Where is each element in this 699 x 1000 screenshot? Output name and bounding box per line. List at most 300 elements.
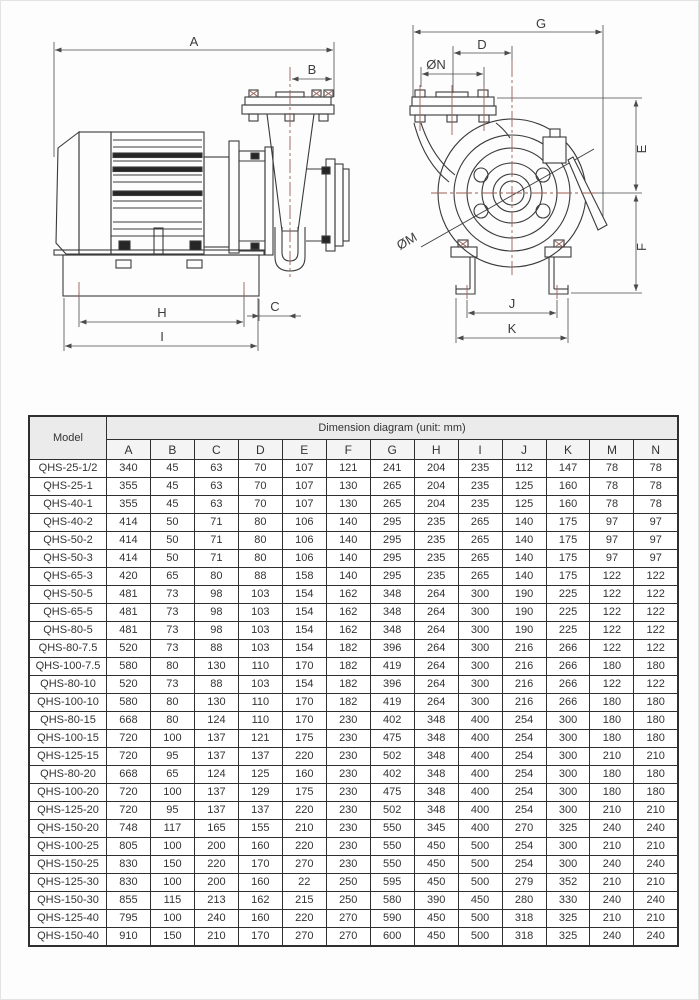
- value-cell: 45: [150, 496, 194, 514]
- value-cell: 170: [282, 658, 326, 676]
- value-cell: 270: [282, 928, 326, 947]
- model-cell: QHS-80-10: [29, 676, 107, 694]
- value-cell: 264: [414, 694, 458, 712]
- value-cell: 348: [414, 784, 458, 802]
- value-cell: 162: [326, 604, 370, 622]
- value-cell: 107: [282, 478, 326, 496]
- value-cell: 180: [590, 784, 634, 802]
- value-cell: 204: [414, 478, 458, 496]
- value-cell: 190: [502, 622, 546, 640]
- value-cell: 137: [194, 802, 238, 820]
- table-row: [29, 640, 678, 658]
- value-cell: 450: [414, 838, 458, 856]
- model-cell: QHS-150-40: [29, 928, 107, 947]
- value-cell: 345: [414, 820, 458, 838]
- value-cell: 855: [107, 892, 151, 910]
- value-cell: 250: [326, 874, 370, 892]
- value-cell: 390: [414, 892, 458, 910]
- table-row: [29, 694, 678, 712]
- value-cell: 175: [546, 532, 590, 550]
- value-cell: 190: [502, 604, 546, 622]
- value-cell: 122: [590, 622, 634, 640]
- value-cell: 419: [370, 658, 414, 676]
- value-cell: 73: [150, 586, 194, 604]
- table-row: [29, 496, 678, 514]
- value-cell: 98: [194, 604, 238, 622]
- value-cell: 63: [194, 460, 238, 478]
- value-cell: 396: [370, 640, 414, 658]
- value-cell: 100: [150, 730, 194, 748]
- value-cell: 220: [282, 802, 326, 820]
- model-cell: QHS-125-40: [29, 910, 107, 928]
- value-cell: 235: [414, 568, 458, 586]
- value-cell: 265: [458, 568, 502, 586]
- value-cell: 140: [502, 514, 546, 532]
- pump-side-view-drawing: [26, 9, 361, 361]
- value-cell: 300: [546, 748, 590, 766]
- value-cell: 300: [546, 712, 590, 730]
- value-cell: 264: [414, 604, 458, 622]
- value-cell: 475: [370, 730, 414, 748]
- value-cell: 98: [194, 586, 238, 604]
- value-cell: 180: [590, 712, 634, 730]
- value-cell: 300: [546, 802, 590, 820]
- model-cell: QHS-100-25: [29, 838, 107, 856]
- value-cell: 130: [194, 694, 238, 712]
- value-cell: 210: [590, 748, 634, 766]
- value-cell: 129: [238, 784, 282, 802]
- value-cell: 80: [238, 514, 282, 532]
- value-cell: 97: [634, 550, 678, 568]
- value-cell: 340: [107, 460, 151, 478]
- value-cell: 100: [150, 874, 194, 892]
- value-cell: 230: [326, 802, 370, 820]
- value-cell: 355: [107, 496, 151, 514]
- pump-front-view-drawing: [391, 9, 691, 361]
- value-cell: 140: [326, 568, 370, 586]
- value-cell: 910: [107, 928, 151, 947]
- value-cell: 400: [458, 712, 502, 730]
- table-row: [29, 478, 678, 496]
- value-cell: 720: [107, 748, 151, 766]
- value-cell: 70: [238, 478, 282, 496]
- model-cell: QHS-100-10: [29, 694, 107, 712]
- table-row: [29, 730, 678, 748]
- value-cell: 550: [370, 856, 414, 874]
- value-cell: 103: [238, 586, 282, 604]
- value-cell: 158: [282, 568, 326, 586]
- value-cell: 110: [238, 694, 282, 712]
- model-cell: QHS-125-15: [29, 748, 107, 766]
- value-cell: 122: [634, 586, 678, 604]
- value-cell: 502: [370, 748, 414, 766]
- value-cell: 107: [282, 496, 326, 514]
- value-cell: 182: [326, 694, 370, 712]
- table-row: [29, 874, 678, 892]
- table-row: [29, 532, 678, 550]
- value-cell: 264: [414, 622, 458, 640]
- value-cell: 295: [370, 568, 414, 586]
- value-cell: 110: [238, 712, 282, 730]
- value-cell: 180: [590, 694, 634, 712]
- value-cell: 500: [458, 928, 502, 947]
- value-cell: 95: [150, 802, 194, 820]
- value-cell: 230: [326, 784, 370, 802]
- model-cell: QHS-100-7.5: [29, 658, 107, 676]
- value-cell: 396: [370, 676, 414, 694]
- model-cell: QHS-50-5: [29, 586, 107, 604]
- column-header-A: A: [107, 440, 151, 460]
- value-cell: 414: [107, 550, 151, 568]
- value-cell: 230: [326, 838, 370, 856]
- value-cell: 160: [238, 874, 282, 892]
- value-cell: 124: [194, 766, 238, 784]
- value-cell: 400: [458, 820, 502, 838]
- value-cell: 720: [107, 784, 151, 802]
- value-cell: 175: [546, 550, 590, 568]
- dim-label-H: H: [157, 305, 167, 320]
- value-cell: 63: [194, 496, 238, 514]
- value-cell: 266: [546, 694, 590, 712]
- value-cell: 600: [370, 928, 414, 947]
- value-cell: 402: [370, 712, 414, 730]
- value-cell: 50: [150, 550, 194, 568]
- value-cell: 88: [194, 676, 238, 694]
- value-cell: 748: [107, 820, 151, 838]
- value-cell: 160: [546, 478, 590, 496]
- value-cell: 154: [282, 676, 326, 694]
- value-cell: 450: [414, 928, 458, 947]
- table-row: [29, 676, 678, 694]
- value-cell: 266: [546, 640, 590, 658]
- value-cell: 225: [546, 622, 590, 640]
- value-cell: 210: [194, 928, 238, 947]
- dim-label-G: G: [535, 16, 547, 31]
- value-cell: 107: [282, 460, 326, 478]
- value-cell: 204: [414, 496, 458, 514]
- column-header-K: K: [546, 440, 590, 460]
- value-cell: 106: [282, 532, 326, 550]
- value-cell: 97: [590, 550, 634, 568]
- value-cell: 266: [546, 676, 590, 694]
- value-cell: 112: [502, 460, 546, 478]
- value-cell: 225: [546, 586, 590, 604]
- value-cell: 73: [150, 604, 194, 622]
- value-cell: 264: [414, 586, 458, 604]
- value-cell: 235: [414, 532, 458, 550]
- table-row: [29, 514, 678, 532]
- value-cell: 100: [150, 838, 194, 856]
- value-cell: 88: [194, 640, 238, 658]
- value-cell: 240: [590, 928, 634, 947]
- value-cell: 590: [370, 910, 414, 928]
- value-cell: 220: [194, 856, 238, 874]
- value-cell: 71: [194, 532, 238, 550]
- value-cell: 300: [458, 586, 502, 604]
- table-title: Dimension diagram (unit: mm): [107, 416, 679, 440]
- value-cell: 45: [150, 478, 194, 496]
- value-cell: 265: [370, 496, 414, 514]
- value-cell: 402: [370, 766, 414, 784]
- value-cell: 400: [458, 730, 502, 748]
- value-cell: 180: [590, 766, 634, 784]
- table-row: [29, 838, 678, 856]
- value-cell: 720: [107, 730, 151, 748]
- value-cell: 230: [326, 766, 370, 784]
- column-header-B: B: [150, 440, 194, 460]
- value-cell: 175: [282, 784, 326, 802]
- value-cell: 300: [458, 676, 502, 694]
- value-cell: 182: [326, 640, 370, 658]
- value-cell: 80: [238, 532, 282, 550]
- value-cell: 250: [326, 892, 370, 910]
- value-cell: 122: [590, 586, 634, 604]
- value-cell: 348: [370, 622, 414, 640]
- value-cell: 100: [150, 910, 194, 928]
- value-cell: 325: [546, 910, 590, 928]
- value-cell: 230: [326, 712, 370, 730]
- value-cell: 348: [414, 712, 458, 730]
- value-cell: 520: [107, 676, 151, 694]
- value-cell: 103: [238, 640, 282, 658]
- value-cell: 400: [458, 766, 502, 784]
- value-cell: 180: [634, 730, 678, 748]
- value-cell: 264: [414, 676, 458, 694]
- value-cell: 210: [590, 910, 634, 928]
- value-cell: 125: [502, 496, 546, 514]
- value-cell: 154: [282, 586, 326, 604]
- value-cell: 65: [150, 766, 194, 784]
- value-cell: 295: [370, 532, 414, 550]
- table-row: [29, 820, 678, 838]
- value-cell: 400: [458, 748, 502, 766]
- value-cell: 200: [194, 838, 238, 856]
- value-cell: 240: [634, 820, 678, 838]
- value-cell: 230: [326, 748, 370, 766]
- value-cell: 78: [634, 478, 678, 496]
- value-cell: 121: [326, 460, 370, 478]
- value-cell: 318: [502, 928, 546, 947]
- value-cell: 162: [326, 586, 370, 604]
- value-cell: 190: [502, 586, 546, 604]
- table-row: [29, 766, 678, 784]
- column-header-F: F: [326, 440, 370, 460]
- dim-label-M: ØM: [393, 229, 420, 253]
- value-cell: 210: [590, 838, 634, 856]
- model-cell: QHS-125-20: [29, 802, 107, 820]
- value-cell: 330: [546, 892, 590, 910]
- value-cell: 162: [326, 622, 370, 640]
- value-cell: 230: [326, 856, 370, 874]
- value-cell: 325: [546, 928, 590, 947]
- value-cell: 50: [150, 532, 194, 550]
- value-cell: 180: [634, 694, 678, 712]
- table-row: [29, 784, 678, 802]
- value-cell: 400: [458, 784, 502, 802]
- value-cell: 175: [546, 514, 590, 532]
- value-cell: 22: [282, 874, 326, 892]
- model-cell: QHS-40-1: [29, 496, 107, 514]
- column-header-N: N: [634, 440, 678, 460]
- value-cell: 71: [194, 514, 238, 532]
- value-cell: 668: [107, 766, 151, 784]
- column-header-I: I: [458, 440, 502, 460]
- value-cell: 265: [458, 532, 502, 550]
- value-cell: 325: [546, 820, 590, 838]
- value-cell: 240: [634, 928, 678, 947]
- value-cell: 254: [502, 730, 546, 748]
- value-cell: 216: [502, 676, 546, 694]
- value-cell: 140: [502, 550, 546, 568]
- value-cell: 210: [634, 748, 678, 766]
- value-cell: 122: [590, 640, 634, 658]
- value-cell: 73: [150, 640, 194, 658]
- value-cell: 180: [590, 730, 634, 748]
- value-cell: 481: [107, 622, 151, 640]
- value-cell: 720: [107, 802, 151, 820]
- value-cell: 348: [370, 586, 414, 604]
- value-cell: 175: [546, 568, 590, 586]
- value-cell: 254: [502, 838, 546, 856]
- table-row: [29, 892, 678, 910]
- value-cell: 230: [326, 730, 370, 748]
- value-cell: 100: [150, 784, 194, 802]
- value-cell: 300: [458, 658, 502, 676]
- value-cell: 502: [370, 802, 414, 820]
- table-row: [29, 712, 678, 730]
- value-cell: 830: [107, 874, 151, 892]
- value-cell: 830: [107, 856, 151, 874]
- value-cell: 50: [150, 514, 194, 532]
- value-cell: 80: [150, 658, 194, 676]
- value-cell: 216: [502, 658, 546, 676]
- value-cell: 348: [414, 730, 458, 748]
- value-cell: 97: [590, 514, 634, 532]
- value-cell: 122: [634, 640, 678, 658]
- value-cell: 122: [634, 622, 678, 640]
- value-cell: 170: [238, 928, 282, 947]
- value-cell: 481: [107, 604, 151, 622]
- table-row: [29, 586, 678, 604]
- value-cell: 580: [107, 694, 151, 712]
- value-cell: 400: [458, 802, 502, 820]
- value-cell: 450: [414, 910, 458, 928]
- value-cell: 125: [502, 478, 546, 496]
- model-cell: QHS-100-15: [29, 730, 107, 748]
- value-cell: 300: [458, 640, 502, 658]
- value-cell: 300: [546, 784, 590, 802]
- value-cell: 122: [590, 568, 634, 586]
- value-cell: 210: [590, 874, 634, 892]
- value-cell: 230: [326, 820, 370, 838]
- value-cell: 110: [238, 658, 282, 676]
- value-cell: 300: [458, 604, 502, 622]
- value-cell: 254: [502, 784, 546, 802]
- value-cell: 160: [238, 910, 282, 928]
- value-cell: 220: [282, 910, 326, 928]
- dim-label-K: K: [507, 321, 517, 336]
- value-cell: 162: [238, 892, 282, 910]
- column-header-row: [29, 440, 678, 460]
- model-cell: QHS-65-5: [29, 604, 107, 622]
- value-cell: 78: [590, 478, 634, 496]
- dim-label-A: A: [189, 34, 199, 49]
- column-header-D: D: [238, 440, 282, 460]
- value-cell: 80: [150, 694, 194, 712]
- dimension-table: [28, 415, 679, 947]
- value-cell: 295: [370, 514, 414, 532]
- value-cell: 160: [282, 766, 326, 784]
- value-cell: 180: [634, 784, 678, 802]
- value-cell: 78: [634, 460, 678, 478]
- value-cell: 210: [282, 820, 326, 838]
- value-cell: 550: [370, 838, 414, 856]
- value-cell: 348: [414, 748, 458, 766]
- value-cell: 225: [546, 604, 590, 622]
- model-cell: QHS-50-2: [29, 532, 107, 550]
- value-cell: 348: [370, 604, 414, 622]
- value-cell: 182: [326, 676, 370, 694]
- model-cell: QHS-80-5: [29, 622, 107, 640]
- value-cell: 45: [150, 460, 194, 478]
- value-cell: 240: [634, 856, 678, 874]
- value-cell: 348: [414, 766, 458, 784]
- value-cell: 216: [502, 640, 546, 658]
- value-cell: 71: [194, 550, 238, 568]
- value-cell: 180: [590, 658, 634, 676]
- value-cell: 210: [634, 802, 678, 820]
- dim-label-D: D: [477, 37, 487, 52]
- value-cell: 270: [326, 910, 370, 928]
- value-cell: 270: [282, 856, 326, 874]
- value-cell: 117: [150, 820, 194, 838]
- value-cell: 300: [546, 838, 590, 856]
- dim-label-B: B: [307, 62, 317, 77]
- model-cell: QHS-65-3: [29, 568, 107, 586]
- value-cell: 63: [194, 478, 238, 496]
- value-cell: 154: [282, 622, 326, 640]
- model-cell: QHS-25-1/2: [29, 460, 107, 478]
- value-cell: 235: [458, 496, 502, 514]
- value-cell: 137: [194, 748, 238, 766]
- value-cell: 235: [414, 550, 458, 568]
- dim-label-N: ØN: [426, 57, 446, 72]
- value-cell: 220: [282, 748, 326, 766]
- dim-label-I: I: [160, 329, 164, 344]
- value-cell: 450: [414, 856, 458, 874]
- value-cell: 795: [107, 910, 151, 928]
- table-row: [29, 928, 678, 947]
- value-cell: 78: [590, 460, 634, 478]
- value-cell: 88: [238, 568, 282, 586]
- value-cell: 235: [458, 460, 502, 478]
- value-cell: 103: [238, 622, 282, 640]
- value-cell: 254: [502, 712, 546, 730]
- table-row: [29, 910, 678, 928]
- value-cell: 355: [107, 478, 151, 496]
- value-cell: 65: [150, 568, 194, 586]
- column-header-H: H: [414, 440, 458, 460]
- table-row: [29, 658, 678, 676]
- value-cell: 241: [370, 460, 414, 478]
- value-cell: 220: [282, 838, 326, 856]
- value-cell: 97: [634, 532, 678, 550]
- value-cell: 130: [194, 658, 238, 676]
- column-header-E: E: [282, 440, 326, 460]
- value-cell: 595: [370, 874, 414, 892]
- value-cell: 240: [590, 892, 634, 910]
- value-cell: 98: [194, 622, 238, 640]
